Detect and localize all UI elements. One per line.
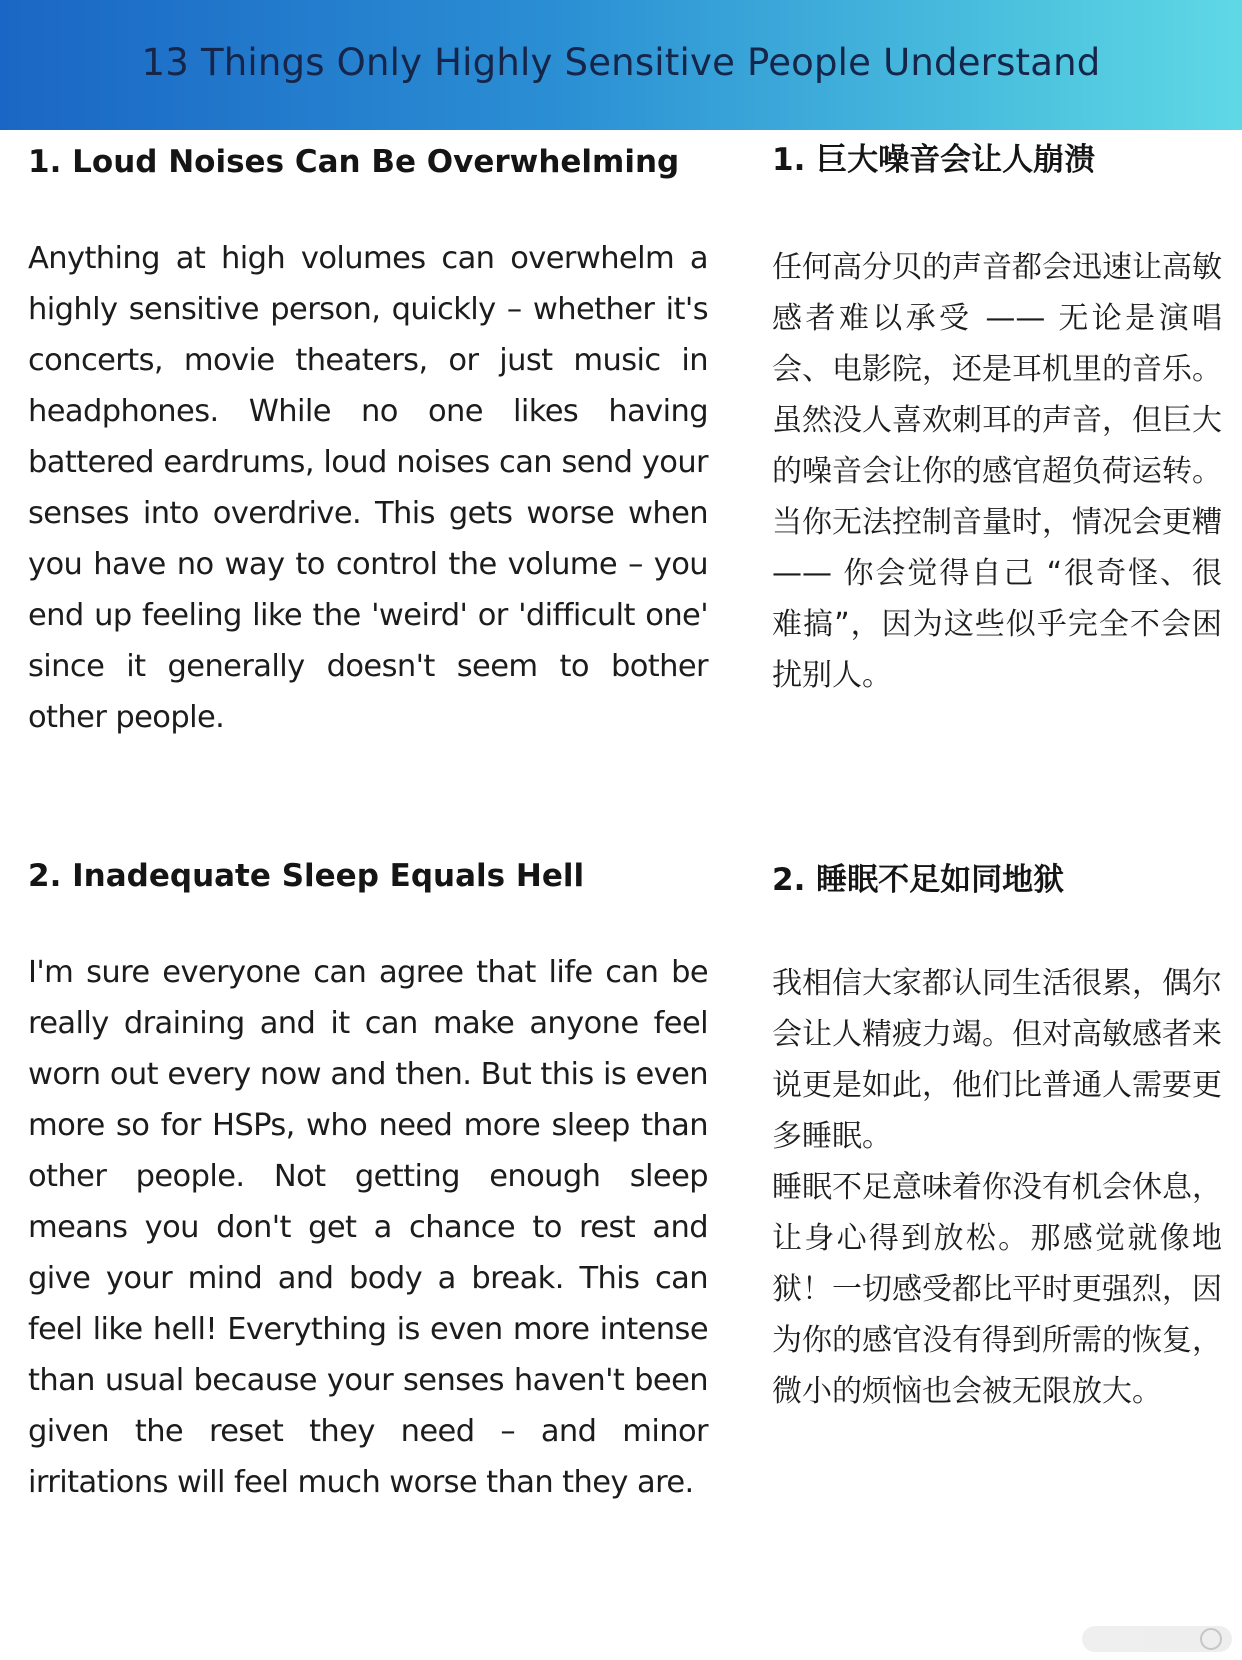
section-2-english-body [28, 947, 708, 1508]
section-1-zh-heading: 1. 巨大噪音会让人崩溃 [772, 142, 1096, 178]
section-2-zh-para-1: 我相信大家都认同生活很累，偶尔会让人精疲力竭。但对高敏感者来说更是如此，他们比普通人需要更多睡眠。 [772, 966, 1222, 1154]
section-1-chinese-body [772, 242, 1222, 701]
title-banner [0, 0, 1242, 130]
section-2-zh-heading: 2. 睡眠不足如同地狱 [772, 862, 1065, 898]
section-1-english-body [28, 233, 708, 743]
section-1-en-heading: 1. Loud Noises Can Be Overwhelming [28, 144, 680, 180]
section-1-english [28, 142, 708, 182]
section-2-en-heading: 2. Inadequate Sleep Equals Hell [28, 858, 585, 894]
section-2-en-body: I'm sure everyone can agree that life can be really draining and it can make anyone feel worn out every now and then. But this is even more so for HSPs, who need more sleep than other people. Not getting enough sleep means you don't get a chance to rest and give your mind and body a break. This can feel like hell! Everything is even more intense than usual because your senses haven't been given the reset they need – and minor irritations will feel much worse than they are. [28, 955, 708, 1500]
page-title: 13 Things Only Highly Sensitive People Understand [141, 40, 1101, 84]
watermark-icon [1200, 1628, 1222, 1650]
watermark [1082, 1626, 1232, 1652]
section-2-english [28, 856, 708, 896]
section-1-zh-para-2: 虽然没人喜欢刺耳的声音，但巨大的噪音会让你的感官超负荷运转。当你无法控制音量时，情况会更糟 —— 你会觉得自己 “很奇怪、很难搞”，因为这些似乎完全不会困扰别人。 [772, 403, 1222, 693]
section-1-chinese [772, 140, 1222, 180]
section-2-chinese [772, 860, 1222, 900]
section-1-en-body: Anything at high volumes can overwhelm a highly sensitive person, quickly – whether it's concerts, movie theaters, or just music in headphones. While no one likes having battered eardrums, loud noises can send your senses into overdrive. This gets worse when you have no way to control the volume – you end up feeling like the 'weird' or 'difficult one' since it generally doesn't seem to bother other people. [28, 241, 708, 735]
section-1-zh-para-1: 任何高分贝的声音都会迅速让高敏感者难以承受 —— 无论是演唱会、电影院，还是耳机里的音乐。 [772, 250, 1222, 387]
section-2-zh-para-2: 睡眠不足意味着你没有机会休息，让身心得到放松。那感觉就像地狱！一切感受都比平时更强烈，因为你的感官没有得到所需的恢复，微小的烦恼也会被无限放大。 [772, 1170, 1222, 1409]
section-2-chinese-body [772, 958, 1222, 1417]
